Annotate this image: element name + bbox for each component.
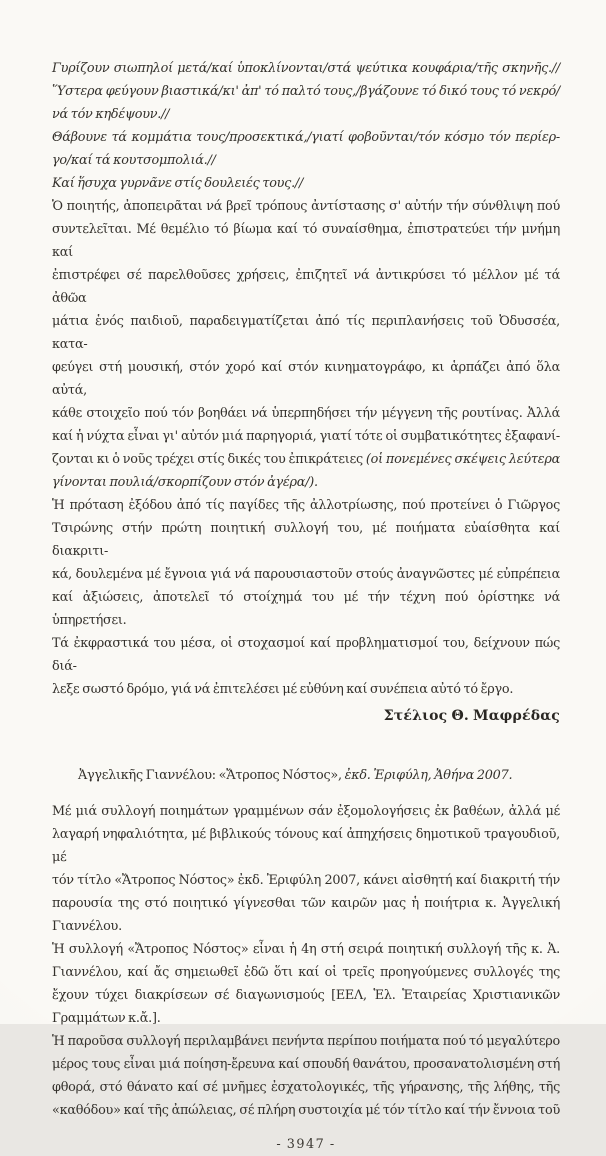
body-text-run: ζονται κι ὁ νοῦς τρέχει στίς δικές του ἐπικράτειες bbox=[52, 452, 366, 467]
body-line: μέρος τους εἶναι μιά ποίηση-ἔρευνα καί σπουδή θανάτου, προσανατολισμένη στή bbox=[52, 1057, 560, 1072]
page-number: - 3947 - bbox=[276, 1137, 336, 1152]
review-paragraph bbox=[52, 494, 560, 701]
body-line: Τά ἐκφραστικά του μέσα, οἱ στοχασμοί καί προβληματισμοί του, δείχνουν πώς διά- bbox=[52, 636, 560, 674]
body-line: Ἡ παροῦσα συλλογή περιλαμβάνει πενήντα περίπου ποιήματα πού τό μεγαλύτερο bbox=[52, 1034, 560, 1049]
review-paragraph bbox=[52, 938, 560, 1030]
body-line: «καθόδου» καί τῆς ἀπώλειας, σέ πλήρη συστοιχία μέ τόν τίτλο καί τήν ἔννοια τοῦ bbox=[52, 1103, 560, 1118]
body-line: μάτια ἑνός παιδιοῦ, παραδειγματίζεται ἀπό τίς περιπλανήσεις τοῦ Ὀδυσσέα, κατα- bbox=[52, 314, 560, 352]
body-line: λαγαρή νηφαλιότητα, μέ βιβλικούς τόνους καί ἀπηχήσεις δημοτικοῦ τραγουδιοῦ, μέ bbox=[52, 827, 560, 865]
body-line: καί ἡ νύχτα εἶναι γι' αὐτόν μιά παρηγοριά, γιατί τότε οἱ συμβατικότητες ἐξαφανί- bbox=[52, 429, 560, 444]
body-line: Γραμμάτων κ.ἄ.]. bbox=[52, 1011, 161, 1026]
body-line: κάθε στοιχεῖο πού τόν βοηθάει νά ὑπερπηδήσει τήν μέγγενη τῆς ρουτίνας. Ἀλλά bbox=[52, 406, 560, 421]
poem-line: Θάβουνε τά κομμάτια τους/προσεκτικά,/γιατί φοβοῦνται/τόν κόσμο τόν περίερ- bbox=[52, 130, 560, 145]
body-line: ἔχουν τύχει διακρίσεων σέ διαγωνισμούς [ΕΕΛ, Ἑλ. Ἑταιρείας Χριστιανικῶν bbox=[52, 988, 560, 1003]
body-line: λεξε σωστό δρόμο, γιά νά ἐπιτελέσει μέ εὐθύνη καί συνέπεια αὐτό τό ἔργο. bbox=[52, 682, 514, 697]
body-line: Ἡ συλλογή «Ἄτροπος Νόστος» εἶναι ἡ 4η στή σειρά ποιητική συλλογή τῆς κ. Ἀ. bbox=[52, 942, 560, 957]
body-line: Ὁ ποιητής, ἀποπειρᾶται νά βρεῖ τρόπους ἀντίστασης σ' αὐτήν τήν σύνθλιψη πού bbox=[52, 199, 560, 214]
body-line: φθορά, στό θάνατο καί σέ μνῆμες ἐσχατολογικές, τῆς γήρανσης, τῆς λήθης, τῆς bbox=[52, 1080, 560, 1095]
body-line: Μέ μιά συλλογή ποιημάτων γραμμένων σάν ἐξομολογήσεις ἐκ βαθέων, ἀλλά μέ bbox=[52, 804, 560, 819]
review-paragraph bbox=[52, 1030, 560, 1122]
body-line: συντελεῖται. Μέ θεμέλιο τό βίωμα καί τό συναίσθημα, ἐπιστρατεύει τήν μνήμη καί bbox=[52, 222, 560, 260]
poem-line: Καί ἥσυχα γυρνᾶνε στίς δουλειές τους.// bbox=[52, 176, 304, 191]
body-line: ἐπιστρέφει σέ παρελθοῦσες χρήσεις, ἐπιζητεῖ νά ἀντικρύσει τό μέλλον μέ τά ἀθῶα bbox=[52, 268, 560, 306]
body-line: παρουσία της στό ποιητικό γίγνεσθαι τῶν καιρῶν μας ἡ ποιήτρια κ. Ἀγγελική bbox=[52, 896, 560, 911]
book-reference-heading bbox=[52, 764, 560, 787]
quoted-verse-line: γίνονται πουλιά/σκορπίζουν στόν ἀγέρα/). bbox=[52, 475, 318, 490]
book-author-title: Ἀγγελικῆς Γιαννέλου: «Ἄτροπος Νόστος», bbox=[78, 768, 345, 783]
body-line: καί ἀξιώσεις, ἀποτελεῖ τό στοίχημά του μέ τήν τέχνη πού ὁρίστηκε νά ὑπηρετήσει. bbox=[52, 590, 560, 628]
body-line: κά, δουλεμένα μέ ἔγνοια γιά νά παρουσιαστοῦν στούς ἀναγνῶστες μέ εὐπρέπεια bbox=[52, 567, 560, 582]
poem-line: νά τόν κηδέψουν.// bbox=[52, 107, 170, 122]
review-paragraph bbox=[52, 800, 560, 938]
body-line: Ἡ πρόταση ἐξόδου ἀπό τίς παγίδες τῆς ἀλλοτρίωσης, πού προτείνει ὁ Γιῶργος bbox=[52, 498, 560, 513]
review-paragraph bbox=[52, 195, 560, 494]
poem-line: Ὕστερα φεύγουν βιαστικά/κι' ἀπ' τό παλτό τους,/βγάζουνε τό δικό τους τό νεκρό/ bbox=[52, 84, 560, 99]
body-line: Γιαννέλου, καί ἄς σημειωθεῖ ἐδῶ ὅτι καί οἱ τρεῖς προηγούμενες συλλογές της bbox=[52, 965, 560, 980]
poem-line: γο/καί τά κουτσομπολιά.// bbox=[52, 153, 216, 168]
body-line-with-quote bbox=[52, 448, 560, 471]
quoted-verse-run: (οἱ πονεμένες σκέψεις λεύτερα bbox=[365, 452, 560, 467]
poem-line: Γυρίζουν σιωπηλοί μετά/καί ὑποκλίνονται/στά ψεύτικα κουφάρια/τῆς σκηνῆς.// bbox=[52, 61, 560, 76]
reviewer-signature: Στέλιος Θ. Μαφρέδας bbox=[383, 708, 560, 724]
book-publisher-year: ἐκδ. Ἐριφύλη, Ἀθήνα 2007. bbox=[344, 768, 513, 783]
body-line: Γιαννέλου. bbox=[52, 919, 122, 934]
body-line: φεύγει στή μουσική, στόν χορό καί στόν κινηματογράφο, κι ἁρπάζει ἀπό ὅλα αὐτά, bbox=[52, 360, 560, 398]
body-line: Τσιρώνης στήν πρώτη ποιητική συλλογή του, μέ ποιήματα εὐαίσθητα καί διακριτι- bbox=[52, 521, 560, 559]
poem-quote bbox=[52, 57, 560, 195]
body-line: τόν τίτλο «Ἄτροπος Νόστος» ἐκδ. Ἐριφύλη 2007, κάνει αἰσθητή καί διακριτή τήν bbox=[52, 873, 560, 888]
